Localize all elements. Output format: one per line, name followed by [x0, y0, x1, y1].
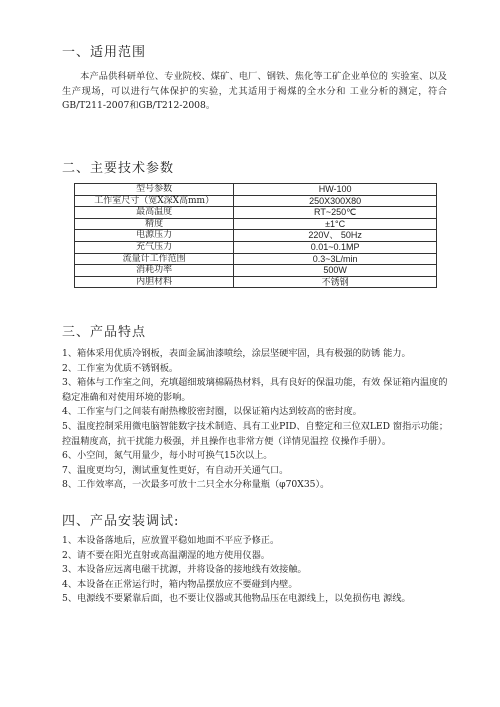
installation-item: 4、本设备在正常运行时，箱内物品摆放应不要碰到内壁。: [62, 578, 298, 590]
spec-value: HW-100: [234, 184, 437, 196]
feature-item: 4、工作室与门之间装有耐热橡胶密封圈，以保证箱内达到较高的密封度。: [62, 406, 362, 418]
spec-value: 0.01~0.1MP: [234, 241, 437, 253]
spec-value: 220V、 50Hz: [234, 230, 437, 242]
spec-label: 消耗功率: [75, 265, 234, 277]
spec-table-body: [75, 184, 437, 288]
section-title-installation: 四、产品安装调试:: [62, 514, 180, 529]
feature-item: 7、温度更均匀，测试重复性更好，有自动开关通气口。: [62, 464, 289, 476]
spec-row: [75, 241, 437, 253]
spec-row: [75, 230, 437, 242]
section-title-scope: 一、适用范围: [62, 45, 147, 60]
spec-table: [74, 183, 437, 288]
section-title-features: 三、产品特点: [62, 325, 147, 340]
feature-item: 3、箱体与工作室之间，充填超细玻璃棉隔热材料，具有良好的保温功能，有效 保证箱内温度的稳定准确和对使用环境的影响。: [62, 377, 448, 403]
spec-value: RT~250℃: [234, 207, 437, 219]
spec-label: 型号参数: [75, 184, 234, 196]
spec-label: 流量计工作范围: [75, 253, 234, 265]
spec-row: [75, 265, 437, 277]
spec-label: 工作室尺寸（宽X深X高mm）: [75, 195, 234, 207]
spec-label: 最高温度: [75, 207, 234, 219]
features-list: [62, 347, 450, 493]
feature-item: 2、工作室为优质不锈钢板。: [62, 362, 179, 374]
spec-row: [75, 207, 437, 219]
installation-item: 1、本设备落地后，应放置平稳如地面不平应予修正。: [62, 535, 280, 546]
section-title-specs: 二、主要技术参数: [62, 161, 175, 176]
spec-label: 电源压力: [75, 230, 234, 242]
spec-label: 内胆材料: [75, 276, 234, 288]
installation-item: 3、本设备应远离电磁干扰源，并将设备的接地线有效接触。: [62, 564, 307, 576]
installation-item: 2、请不要在阳光直射或高温潮湿的地方使用仪器。: [62, 549, 270, 561]
spec-row: [75, 218, 437, 230]
spec-value: 500W: [234, 265, 437, 277]
installation-item: 5、电源线不要紧靠后面，也不要让仪器或其他物品压在电源线上，以免损伤电 源线。: [62, 593, 411, 605]
feature-item: 6、小空间，氮气用量少，每小时可换气15次以上。: [62, 450, 273, 462]
spec-row: [75, 253, 437, 265]
installation-list: [62, 534, 450, 607]
spec-row: [75, 184, 437, 196]
spec-value: 0.3~3L/min: [234, 253, 437, 265]
spec-row: [75, 276, 437, 288]
scope-paragraph: [62, 70, 447, 114]
feature-item: 8、工作效率高，一次最多可放十二只全水分称量瓶（φ70X35）。: [62, 479, 330, 491]
feature-item: 1、箱体采用优质冷钢板，表面金属油漆喷绘，涂层坚硬牢固，具有极强的防锈 能力。: [62, 348, 411, 359]
spec-value: 不锈钢: [234, 276, 437, 288]
spec-label: 精度: [75, 218, 234, 230]
spec-value: ±1°C: [234, 218, 437, 230]
feature-item: 5、温度控制采用微电脑智能数字技术制造、具有工业PID、自整定和三位双LED 窗指示功能；控温精度高，抗干扰能力极强，并且操作也非常方便（详情见温控 仪操作手册）。: [62, 420, 449, 447]
scope-text: 本产品供科研单位、专业院校、煤矿、电厂、钢铁、焦化等工矿企业单位的 实验室、以及生产现场，可以进行气体保护的实验，尤其适用于褐煤的全水分和 工业分析的测定，符合GB/T211-2007和GB/T212-2008。: [62, 71, 447, 111]
spec-value: 250X300X80: [234, 195, 437, 207]
spec-row: [75, 195, 437, 207]
spec-label: 充气压力: [75, 241, 234, 253]
